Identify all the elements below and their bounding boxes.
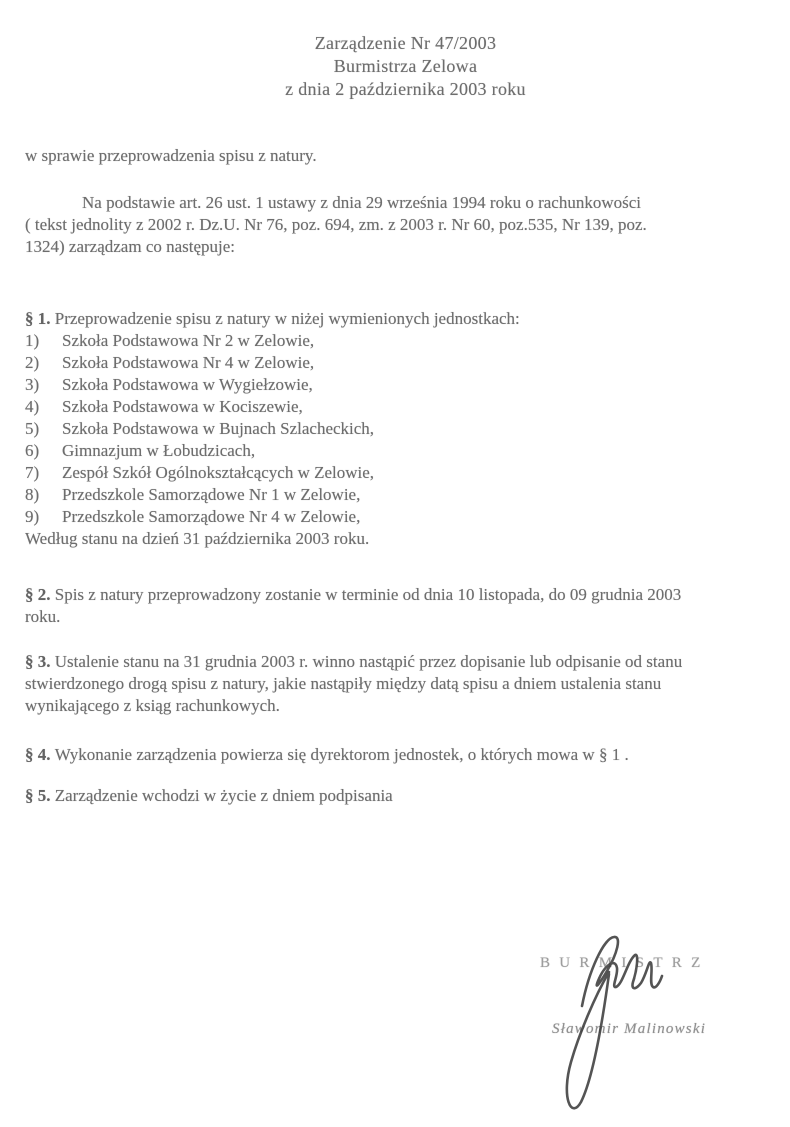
section-5-line — [25, 785, 760, 807]
list-item-text: Szkoła Podstawowa w Kociszewie, — [62, 397, 303, 416]
list-item-text: Szkoła Podstawowa Nr 4 w Zelowie, — [62, 353, 315, 372]
list-item-number: 1) — [25, 331, 40, 350]
section-3-line — [25, 651, 760, 673]
section-1-heading — [25, 308, 760, 330]
section-3-line: stwierdzonego drogą spisu z natury, jakie nastąpiły między datą spisu a dniem ustalenia stanu — [25, 674, 662, 693]
document-title — [51, 32, 760, 101]
legal-basis-line: Na podstawie art. 26 ust. 1 ustawy z dnia 29 września 1994 roku o rachunkowości — [82, 193, 641, 212]
section-5-text: Zarządzenie wchodzi w życie z dniem podpisania — [54, 786, 393, 805]
list-item-number: 4) — [25, 397, 40, 416]
list-item-number: 5) — [25, 419, 40, 438]
subject-line: w sprawie przeprowadzenia spisu z natury. — [25, 146, 317, 165]
list-item-text: Przedszkole Samorządowe Nr 1 w Zelowie, — [62, 485, 361, 504]
title-line-issuer: Burmistrza Zelowa — [333, 56, 478, 76]
section-2-number: § 2. — [25, 585, 51, 604]
list-item — [25, 330, 760, 352]
section-1 — [25, 308, 760, 550]
signature-role-title: BURMISTRZ — [540, 955, 710, 971]
list-item — [25, 484, 760, 506]
list-item — [25, 462, 760, 484]
units-list — [25, 330, 760, 528]
section-3-line: wynikającego z ksiąg rachunkowych. — [25, 696, 280, 715]
legal-basis-paragraph — [25, 192, 760, 258]
section-2 — [25, 584, 760, 628]
list-item — [25, 352, 760, 374]
list-item-text: Zespół Szkół Ogólnokształcących w Zelowie, — [62, 463, 375, 482]
list-item-number: 3) — [25, 375, 40, 394]
list-item — [25, 418, 760, 440]
section-4-line — [25, 744, 760, 766]
section-2-line: roku. — [25, 607, 61, 626]
list-item-number: 2) — [25, 353, 40, 372]
list-item-text: Przedszkole Samorządowe Nr 4 w Zelowie, — [62, 507, 361, 526]
list-item-number: 8) — [25, 485, 40, 504]
title-line-date: z dnia 2 października 2003 roku — [285, 79, 526, 99]
list-item-text: Szkoła Podstawowa w Wygiełzowie, — [62, 375, 313, 394]
list-item — [25, 374, 760, 396]
list-item-text: Szkoła Podstawowa Nr 2 w Zelowie, — [62, 331, 315, 350]
list-item-text: Szkoła Podstawowa w Bujnach Szlacheckich, — [62, 419, 375, 438]
section-2-text: Spis z natury przeprowadzony zostanie w terminie od dnia 10 listopada, do 09 grudnia 2003 — [54, 585, 682, 604]
section-4 — [25, 744, 760, 766]
signature-block — [540, 952, 770, 1037]
title-line-ordinance-number: Zarządzenie Nr 47/2003 — [314, 33, 497, 53]
signature-typed-name: Sławomir Malinowski — [552, 1021, 707, 1037]
section-4-number: § 4. — [25, 745, 51, 764]
section-3-text: Ustalenie stanu na 31 grudnia 2003 r. winno nastąpić przez dopisanie lub odpisanie od stanu — [54, 652, 683, 671]
legal-basis-line: ( tekst jednolity z 2002 r. Dz.U. Nr 76, poz. 694, zm. z 2003 r. Nr 60, poz.535, Nr 139, poz. — [25, 215, 647, 234]
list-item-number: 7) — [25, 463, 40, 482]
section-5-number: § 5. — [25, 786, 51, 805]
section-3-number: § 3. — [25, 652, 51, 671]
section-4-text: Wykonanie zarządzenia powierza się dyrektorom jednostek, o których mowa w § 1 . — [54, 745, 629, 764]
section-1-footer: Według stanu na dzień 31 października 2003 roku. — [25, 529, 370, 548]
section-2-line — [25, 584, 760, 606]
section-3 — [25, 651, 760, 717]
list-item — [25, 396, 760, 418]
signature-stroke-loop — [567, 972, 609, 1108]
section-1-lead: Przeprowadzenie spisu z natury w niżej wymienionych jednostkach: — [54, 309, 520, 328]
list-item — [25, 440, 760, 462]
list-item-number: 9) — [25, 507, 40, 526]
legal-basis-line: 1324) zarządzam co następuje: — [25, 237, 236, 256]
section-5 — [25, 785, 760, 807]
section-1-number: § 1. — [25, 309, 51, 328]
list-item-text: Gimnazjum w Łobudzicach, — [62, 441, 256, 460]
list-item-number: 6) — [25, 441, 40, 460]
list-item — [25, 506, 760, 528]
